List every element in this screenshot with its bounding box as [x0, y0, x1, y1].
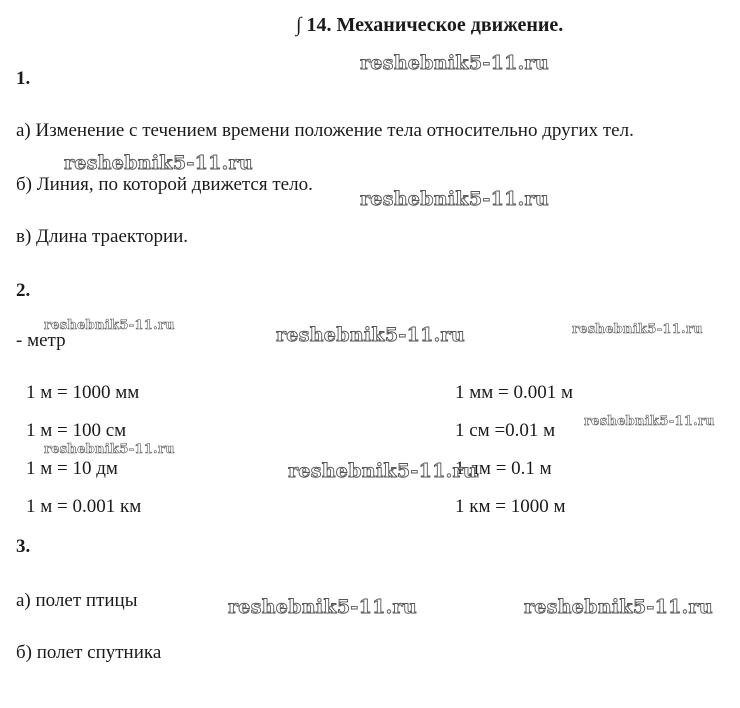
- conversion-right-2: 1 см =0.01 м: [455, 420, 556, 441]
- section-1-number: 1.: [16, 68, 31, 89]
- conversion-right-4: 1 км = 1000 м: [455, 496, 566, 517]
- conversion-left-1: 1 м = 1000 мм: [26, 382, 140, 403]
- section-3-item-b: б) полет спутника: [16, 642, 162, 663]
- section-2-number: 2.: [16, 280, 31, 301]
- section-3-number: 3.: [16, 536, 31, 557]
- conversion-left-3: 1 м = 10 дм: [26, 458, 118, 479]
- watermark: reshebnik5-11.ru: [44, 318, 175, 333]
- page-title: ∫ 14. Механическое движение.: [296, 14, 564, 36]
- watermark: reshebnik5-11.ru: [360, 52, 549, 74]
- section-1-item-a: а) Изменение с течением времени положение тела относительно других тел.: [16, 120, 634, 141]
- watermark: reshebnik5-11.ru: [228, 596, 417, 618]
- conversion-right-1: 1 мм = 0.001 м: [455, 382, 574, 403]
- watermark: reshebnik5-11.ru: [524, 596, 713, 618]
- section-2-unit-line: - метр: [16, 330, 66, 351]
- conversion-left-2: 1 м = 100 см: [26, 420, 127, 441]
- section-1-item-c: в) Длина траектории.: [16, 226, 189, 247]
- section-3-item-a: а) полет птицы: [16, 590, 138, 611]
- conversion-right-3: 1 дм = 0.1 м: [455, 458, 552, 479]
- watermark: reshebnik5-11.ru: [360, 188, 549, 210]
- watermark: reshebnik5-11.ru: [572, 322, 703, 337]
- watermark: reshebnik5-11.ru: [44, 442, 175, 457]
- section-1-item-b: б) Линия, по которой движется тело.: [16, 174, 313, 195]
- conversion-left-4: 1 м = 0.001 км: [26, 496, 142, 517]
- watermark: reshebnik5-11.ru: [584, 414, 715, 429]
- watermark: reshebnik5-11.ru: [64, 152, 253, 174]
- watermark: reshebnik5-11.ru: [276, 324, 465, 346]
- watermark: reshebnik5-11.ru: [288, 460, 477, 482]
